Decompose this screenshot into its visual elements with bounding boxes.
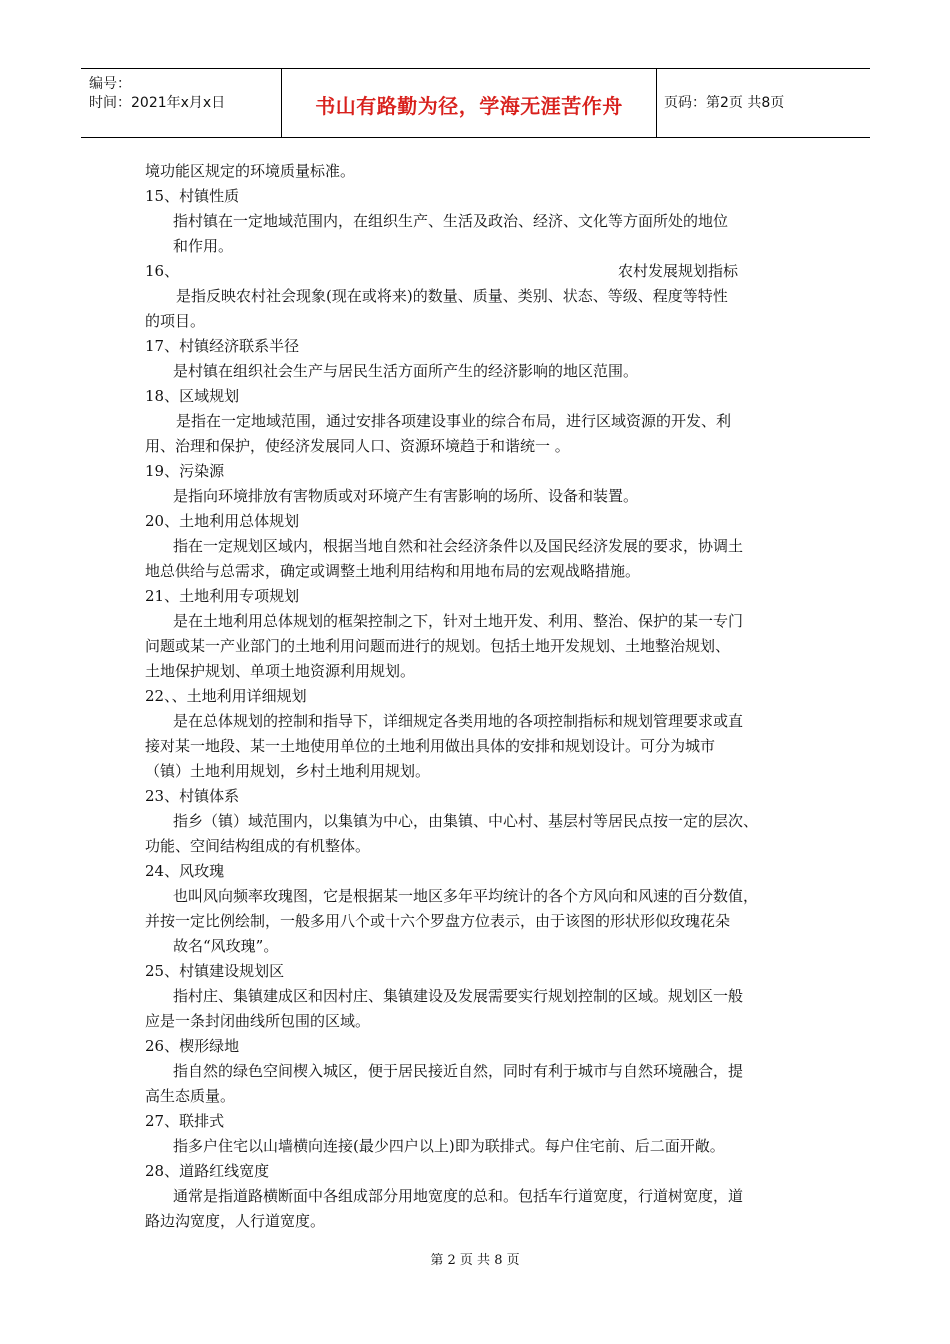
- section-heading: 24、风玫瑰: [145, 862, 225, 880]
- date-label: 时间：2021年x月x日: [89, 95, 226, 111]
- body-line: 是指在一定地域范围，通过安排各项建设事业的综合布局，进行区域资源的开发、利: [176, 412, 732, 430]
- body-line: 功能、空间结构组成的有机整体。: [145, 837, 371, 855]
- body-line: 指村庄、集镇建成区和因村庄、集镇建设及发展需要实行规划控制的区域。规划区一般: [173, 987, 744, 1005]
- section-heading: 26、楔形绿地: [145, 1037, 240, 1055]
- section-heading: 20、土地利用总体规划: [145, 512, 300, 530]
- page-code-label: 页码：第2页 共8页: [664, 95, 785, 111]
- header-meta-cell: [81, 69, 282, 137]
- body-line: 指多户住宅以山墙横向连接(最少四户以上)即为联排式。每户住宅前、后二面开敞。: [173, 1137, 725, 1155]
- body-line: 指自然的绿色空间楔入城区，便于居民接近自然，同时有利于城市与自然环境融合，提: [173, 1062, 744, 1080]
- body-line: 故名“风玫瑰”。: [173, 937, 279, 955]
- body-line: 问题或某一产业部门的土地利用问题而进行的规划。包括土地开发规划、土地整治规划、: [145, 637, 731, 655]
- serial-number-label: 编号：: [89, 76, 131, 92]
- page-footer: 第 2 页 共 8 页: [430, 1253, 520, 1268]
- section-heading: 16、: [145, 262, 180, 280]
- body-line: 的项目。: [145, 312, 206, 330]
- section-heading: 23、村镇体系: [145, 787, 240, 805]
- motto-text: 书山有路勤为径，学海无涯苦作舟: [315, 94, 623, 118]
- body-line: 是在土地利用总体规划的框架控制之下，针对土地开发、利用、整治、保护的某一专门: [173, 612, 744, 630]
- body-line: 指村镇在一定地域范围内，在组织生产、生活及政治、经济、文化等方面所处的地位: [173, 212, 729, 230]
- body-line: 是指向环境排放有害物质或对环境产生有害影响的场所、设备和装置。: [173, 487, 639, 505]
- body-line: 指在一定规划区域内，根据当地自然和社会经济条件以及国民经济发展的要求，协调土: [173, 537, 744, 555]
- body-line: 高生态质量。: [145, 1087, 236, 1105]
- body-line: 是指反映农村社会现象(现在或将来)的数量、质量、类别、状态、等级、程度等特性: [176, 287, 728, 305]
- document-header: [81, 68, 870, 138]
- section-heading-title: 农村发展规划指标: [618, 262, 739, 280]
- body-line: 地总供给与总需求，确定或调整土地利用结构和用地布局的宏观战略措施。: [145, 562, 641, 580]
- body-line: 通常是指道路横断面中各组成部分用地宽度的总和。包括车行道宽度，行道树宽度，道: [173, 1187, 744, 1205]
- body-line: 也叫风向频率玫瑰图，它是根据某一地区多年平均统计的各个方风向和风速的百分数值，: [173, 887, 759, 905]
- body-line: 接对某一地段、某一土地使用单位的土地利用做出具体的安排和规划设计。可分为城市: [145, 737, 716, 755]
- section-heading: 18、区域规划: [145, 387, 240, 405]
- section-heading: 28、道路红线宽度: [145, 1162, 270, 1180]
- header-motto-cell: [282, 69, 657, 137]
- body-line: （镇）土地利用规划，乡村土地利用规划。: [145, 762, 431, 780]
- section-heading: 21、土地利用专项规划: [145, 587, 300, 605]
- section-heading: 25、村镇建设规划区: [145, 962, 285, 980]
- section-heading: 17、村镇经济联系半径: [145, 337, 300, 355]
- section-heading: 19、污染源: [145, 462, 225, 480]
- body-line: 用、治理和保护，使经济发展同人口、资源环境趋于和谐统一 。: [145, 437, 570, 455]
- section-heading: 22、、土地利用详细规划: [145, 687, 307, 705]
- body-line: 路边沟宽度，人行道宽度。: [145, 1212, 326, 1230]
- body-line: 是在总体规划的控制和指导下，详细规定各类用地的各项控制指标和规划管理要求或直: [173, 712, 744, 730]
- body-line: 境功能区规定的环境质量标准。: [145, 162, 356, 180]
- body-line: 是村镇在组织社会生产与居民生活方面所产生的经济影响的地区范围。: [173, 362, 639, 380]
- section-heading: 15、村镇性质: [145, 187, 240, 205]
- body-line: 应是一条封闭曲线所包围的区域。: [145, 1012, 371, 1030]
- body-line: 指乡（镇）域范围内，以集镇为中心，由集镇、中心村、基层村等居民点按一定的层次、: [173, 812, 759, 830]
- body-line: 并按一定比例绘制，一般多用八个或十六个罗盘方位表示，由于该图的形状形似玫瑰花朵: [145, 912, 731, 930]
- section-heading: 27、联排式: [145, 1112, 225, 1130]
- body-line: 土地保护规划、单项土地资源利用规划。: [145, 662, 416, 680]
- body-line: 和作用。: [173, 237, 234, 255]
